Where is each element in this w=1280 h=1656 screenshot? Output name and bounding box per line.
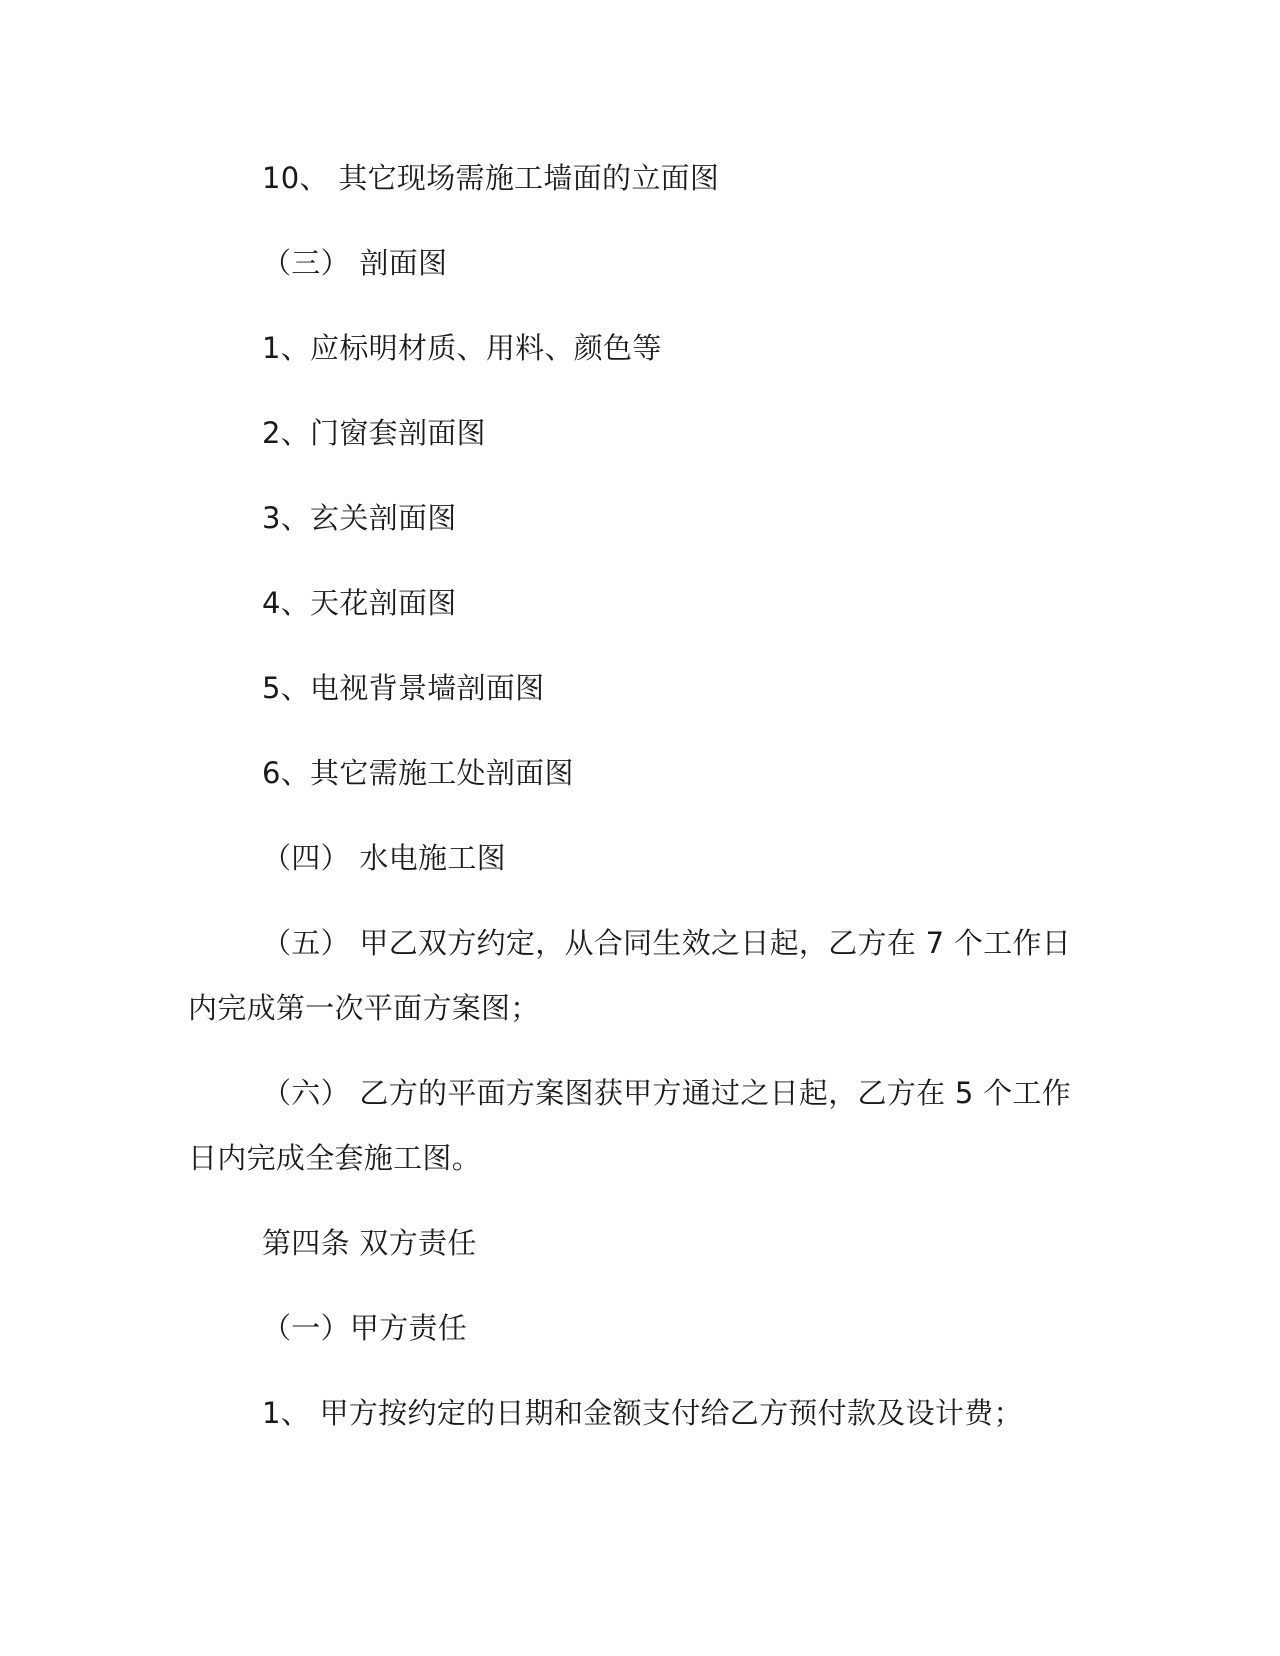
list-item-elevation-10: 10、 其它现场需施工墙面的立面图 [262, 161, 720, 195]
paragraph-five-line-1: （五） 甲乙双方约定，从合同生效之日起，乙方在 7 个工作日 [262, 926, 1072, 960]
list-item-3: 3、玄关剖面图 [262, 501, 457, 535]
section-heading-party-a: （一）甲方责任 [262, 1311, 468, 1345]
paragraph-six-line-1: （六） 乙方的平面方案图获甲方通过之日起，乙方在 5 个工作 [262, 1076, 1072, 1110]
paragraph-six-line-2: 日内完成全套施工图。 [188, 1141, 482, 1175]
article-heading-responsibilities: 第四条 双方责任 [262, 1226, 477, 1260]
list-item-2: 2、门窗套剖面图 [262, 416, 486, 450]
list-item-5: 5、电视背景墙剖面图 [262, 671, 545, 705]
list-item-party-a-1: 1、 甲方按约定的日期和金额支付给乙方预付款及设计费； [262, 1396, 1023, 1430]
section-heading-plumbing-electrical: （四） 水电施工图 [262, 841, 506, 875]
paragraph-five-line-2: 内完成第一次平面方案图； [188, 991, 540, 1025]
section-heading-section-views: （三） 剖面图 [262, 246, 448, 280]
list-item-4: 4、天花剖面图 [262, 586, 457, 620]
list-item-6: 6、其它需施工处剖面图 [262, 756, 574, 790]
list-item-1: 1、应标明材质、用料、颜色等 [262, 331, 662, 365]
